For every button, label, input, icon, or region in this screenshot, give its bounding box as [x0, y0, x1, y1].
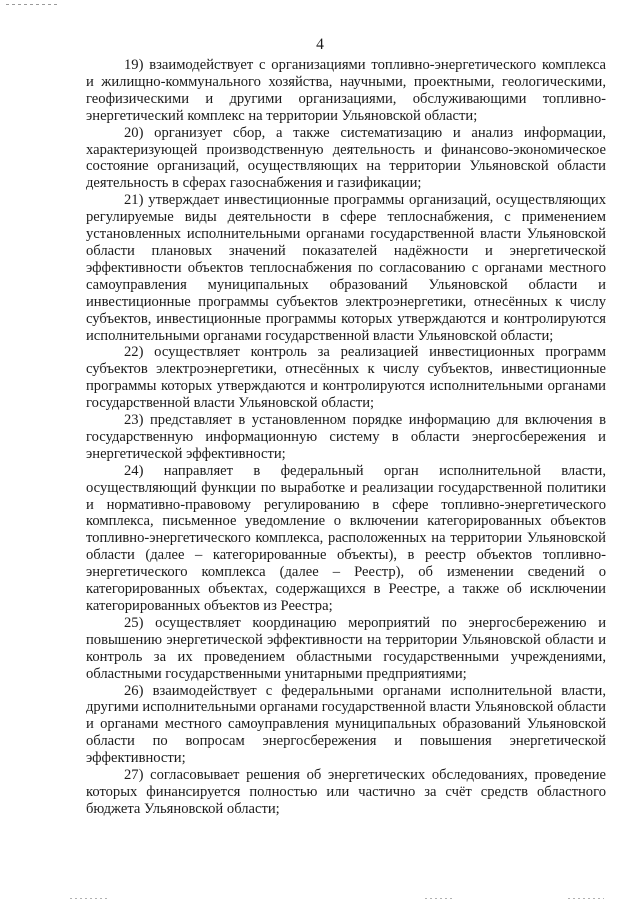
paragraph-item-19: 19) взаимодействует с организациями топливно-энергетического комплекса и жилищно-коммунального хозяйства, научными, проектными, геологическими, геофизическими и другими организациями, обслуживающими топливно-энергетический комплекс на территории Ульяновской области;	[86, 57, 606, 124]
scan-edge-mark	[6, 4, 58, 5]
paragraph-item-26: 26) взаимодействует с федеральными органами исполнительной власти, другими исполнительными органами государственной власти Ульяновской области и органами местного самоуправления муниципальных образований Ульяновской области по вопросам энергосбережения и повышения энергетической эффективности;	[86, 682, 606, 767]
paragraph-item-27: 27) согласовывает решения об энергетических обследованиях, проведение которых финансируется полностью или частично за счёт средств областного бюджета Ульяновской области;	[86, 767, 606, 817]
paragraph-item-25: 25) осуществляет координацию мероприятий по энергосбережению и повышению энергетической эффективности на территории Ульяновской области и контроль за их проведением областными государственными учреждениями, областными государственными унитарными предприятиями;	[86, 614, 606, 682]
paragraph-item-20: 20) организует сбор, а также систематизацию и анализ информации, характеризующей производственную деятельность и финансово-экономическое состояние организаций, осуществляющих на территории Ульяновской области деятельность в сферах газоснабжения и газификации;	[86, 124, 606, 192]
document-body	[86, 57, 606, 818]
page-number: 4	[316, 36, 324, 53]
paragraph-item-23: 23) представляет в установленном порядке информацию для включения в государственную информационную систему в области энергосбережения и энергетической эффективности;	[86, 412, 606, 462]
scan-edge-mark	[425, 898, 455, 899]
paragraph-item-24: 24) направляет в федеральный орган исполнительной власти, осуществляющий функции по выработке и реализации государственной политики и нормативно-правовому регулированию в сфере топливно-энергетического комплекса, письменное уведомление о включении категорированных объектов топливно-энергетического комплекса, расположенных на территории Ульяновской области (далее – категорированные объекты), в реестр объектов топливно-энергетического комплекса (далее – Реестр), об изменении сведений о категорированных объектах, содержащихся в Реестре, а также об исключении категорированных объектов из Реестра;	[86, 462, 606, 614]
scan-edge-mark	[568, 898, 604, 899]
scan-edge-mark	[70, 898, 110, 899]
paragraph-item-21: 21) утверждает инвестиционные программы организаций, осуществляющих регулируемые виды деятельности в сфере теплоснабжения, с применением установленных исполнительными органами государственной власти Ульяновской области плановых значений показателей надёжности и энергетической эффективности объектов теплоснабжения по согласованию с органами местного самоуправления муниципальных образований Ульяновской области и инвестиционные программы субъектов электроэнергетики, отнесённых к числу субъектов, инвестиционные программы которых утверждаются и контролируются исполнительными органами государственной власти Ульяновской области;	[86, 192, 606, 344]
paragraph-item-22: 22) осуществляет контроль за реализацией инвестиционных программ субъектов электроэнергетики, отнесённых к числу субъектов, инвестиционные программы которых утверждаются и контролируются исполнительными органами государственной власти Ульяновской области;	[86, 344, 606, 412]
